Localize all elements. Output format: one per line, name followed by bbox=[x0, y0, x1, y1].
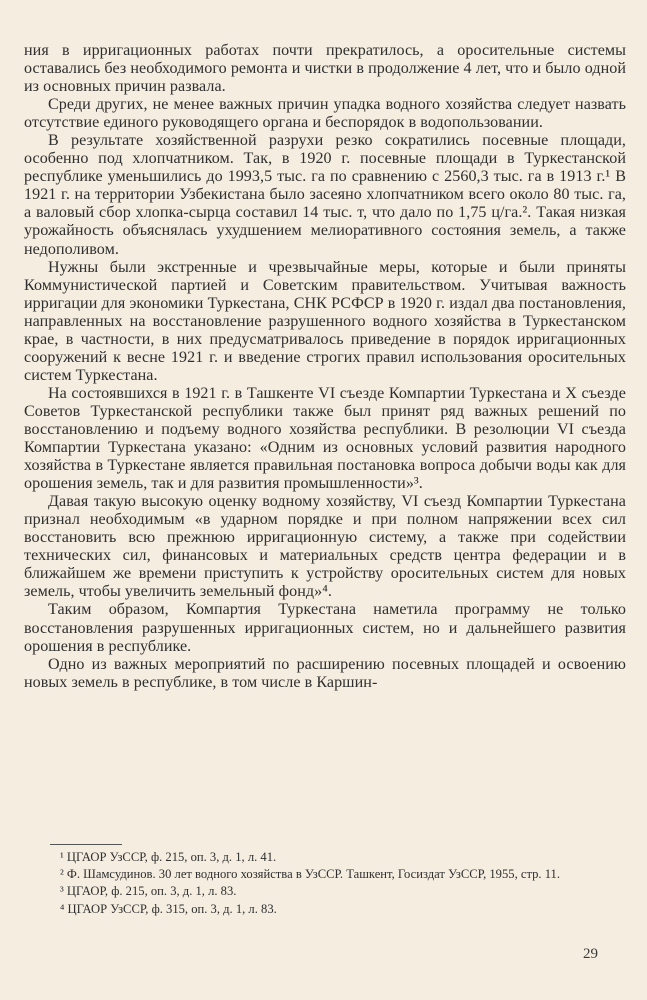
footnotes bbox=[24, 849, 626, 918]
paragraph: Таким образом, Компартия Туркестана наметила программу не только восстановления разрушенных ирригационных систем, но и дальнейшего развития орошения в республике. bbox=[24, 601, 626, 655]
footnote: ¹ ЦГАОР УзССР, ф. 215, оп. 3, д. 1, л. 41. bbox=[60, 850, 277, 864]
footnote: ² Ф. Шамсудинов. 30 лет водного хозяйства в УзССР. Ташкент, Госиздат УзССР, 1955, стр. 11. bbox=[60, 867, 560, 882]
main-text bbox=[24, 42, 626, 692]
paragraph: На состоявшихся в 1921 г. в Ташкенте VI съезде Компартии Туркестана и X съезде Советов Туркестанской республики также был принят ряд важных решений по восстановлению и подъему водного хозяйства республики. В резолюции VI съезда Компартии Туркестана указано: «Одним из основных условий развития народного хозяйства в Туркестане является правильная постановка вопроса добычи воды как для орошения земель, так и для развития промышленности»³. bbox=[24, 384, 626, 493]
footnote: ⁴ ЦГАОР УзССР, ф. 315, оп. 3, д. 1, л. 83. bbox=[60, 901, 277, 916]
paragraph: Одно из важных мероприятий по расширению посевных площадей и освоению новых земель в республике, в том числе в Каршин- bbox=[24, 655, 626, 691]
paragraph: Нужны были экстренные и чрезвычайные меры, которые и были приняты Коммунистической партией и Советским правительством. Учитывая важность ирригации для экономики Туркестана, СНК РСФСР в 1920 г. издал два постановления, направленных на восстановление разрушенного водного хозяйства в Туркестанском крае, в частности, в них предусматривалось приведение в порядок ирригационных сооружений к весне 1921 г. и введение строгих правил использования оросительных систем Туркестана. bbox=[24, 258, 626, 384]
paragraph: Среди других, не менее важных причин упадка водного хозяйства следует назвать отсутствие единого руководящего органа и беспорядок в водопользовании. bbox=[24, 96, 626, 132]
page-number: 29 bbox=[583, 946, 598, 962]
paragraph: ния в ирригационных работах почти прекратилось, а оросительные системы оставались без необходимого ремонта и чистки в продолжение 4 лет, что и было одной из основных причин развала. bbox=[24, 42, 626, 96]
footnote: ³ ЦГАОР, ф. 215, оп. 3, д. 1, л. 83. bbox=[60, 884, 237, 899]
footnote-divider bbox=[50, 844, 122, 845]
paragraph: В результате хозяйственной разрухи резко сократились посевные площади, особенно под хлопчатником. Так, в 1920 г. посевные площади в Туркестанской республике уменьшились до 1993,5 тыс. га по сравнению с 2560,3 тыс. га в 1913 г.¹ В 1921 г. на территории Узбекистана было засеяно хлопчатником всего около 80 тыс. га, а валовый сбор хлопка-сырца составил 14 тыс. т, что дало по 1,75 ц/га.². Такая низкая урожайность объяснялась ухудшением мелиоративного состояния земель, а также недополивом. bbox=[24, 132, 626, 258]
paragraph: Давая такую высокую оценку водному хозяйству, VI съезд Компартии Туркестана признал необходимым «в ударном порядке и при полном напряжении всех сил восстановить всю прежнюю ирригационную систему, а также при содействии технических сил, финансовых и материальных средств центра федерации и в ближайшем же времени приступить к устройству оросительных систем для новых земель, чтобы увеличить земельный фонд»⁴. bbox=[24, 493, 626, 601]
